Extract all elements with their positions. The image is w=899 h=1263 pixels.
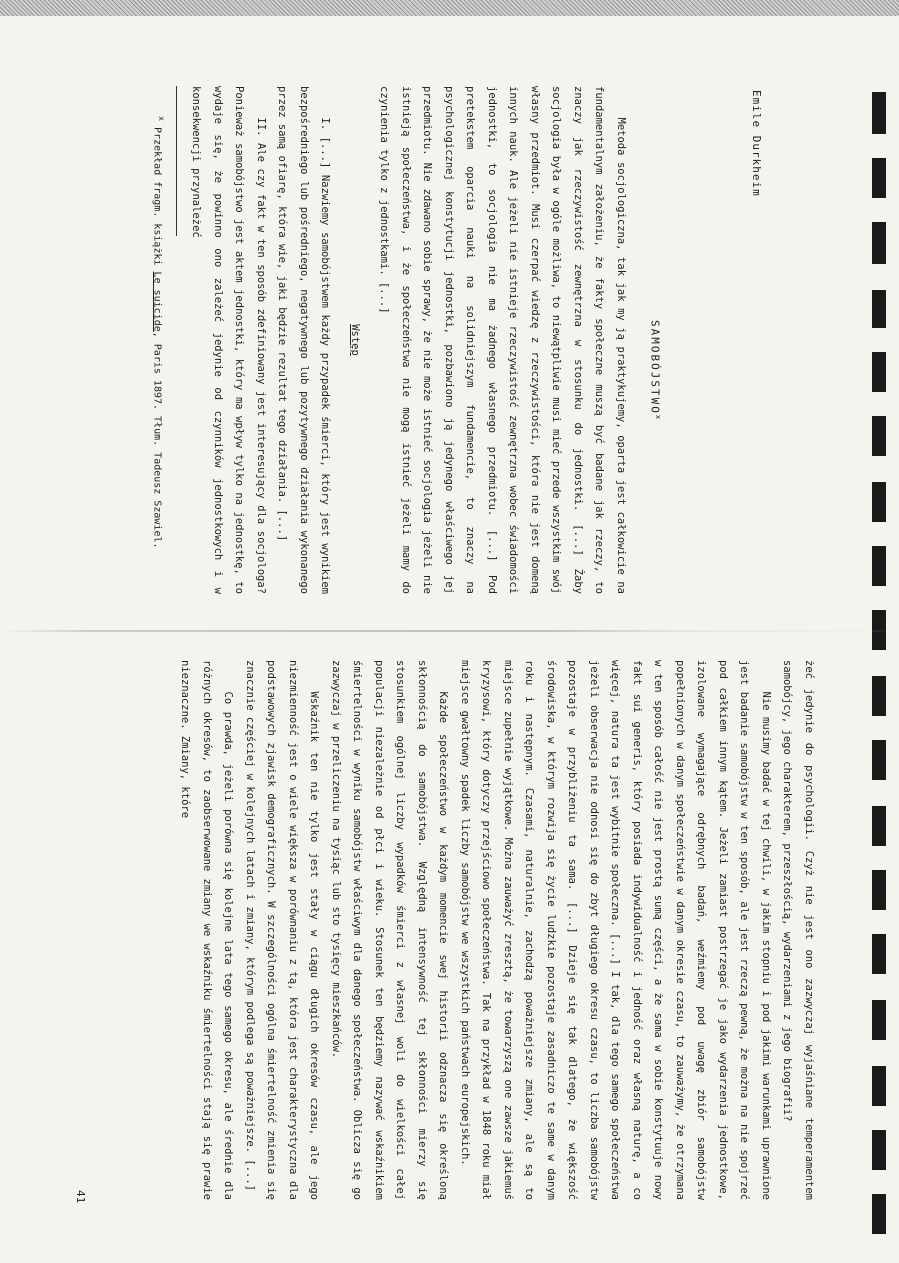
paragraph: II. Ale czy fakt w ten sposób zdefiniowany jest interesujący dla socjologa? Ponieważ samobójstwo jest aktem jednostki, który ma wpływ tylko na jednostkę, to wydaje się, że powinno ono zależeć jedynie od czynników jednostkowych i w konsekwencji przynależeć [190,86,267,594]
paragraph: Metoda socjologiczna, tak jak my ją praktykujemy, oparta jest całkowicie na fundamentalnym założeniu, że fakty społeczne muszą być badane jak rzeczy, to znaczy jak rzeczywistość zewnętrzna w stosunku do jednostki. [...] Żaby socjologia była w ogóle możliwa, to niewątpliwie musi mieć przede wszystkim swój własny przedmiot. Musi czerpać wiedzę z rzeczywistości, która nie jest domeną innych nauk. Ale jeżeli nie istnieje rzeczywistość zewnętrzna wobec świadomości jednostki, to socjologia nie ma żadnego własnego przedmiotu. [...] Pod pretekstem oparcia nauki na solidniejszym fundamencie, to znaczy na psychologicznej konstytucji jednostki, pozbawiono ją jedynego właściwego jej przedmiotu. Nie zdawano sobie sprawy, że nie może istnieć socjologia jeżeli nie istnieją społeczeństwa, i że społeczeństwa nie mogą istnieć jeżeli mamy do czynienia tylko z jednostkami. [...] [378,86,627,594]
paragraph: Nie musimy badać w tej chwili, w jakim stopniu i pod jakimi warunkami uprawnione jest badanie samobójstw w ten sposób, ale jest rzeczą pewną, że można na nie spojrzeć pod całkiem innym kątem. Jeżeli zamiast postrzegać je jako wydarzenia jednostkowe, izolowane wymagające odrębnych badań, weźmiemy pod uwagę zbiór samobójstw popełnionych w danym społeczeństwie w danym okresie czasu, to zauważymy, że otrzymana w ten sposób całość nie jest prostą sumą części, a że sama w sobie konstytuuje nowy fakt sui generis, który posiada indywidualność i jedność oraz własną naturę, a co więcej, natura ta jest wybitnie społeczna. [...] I tak, dla tego samego społeczeństwa jeżeli obserwacja nie odnosi się do zbyt długiego okresu czasu, to liczba samobójstw pozostaje w przybliżeniu ta sama. [...] Dzieje się tak dlatego, że większość środowiska, w którym rozwija się życie ludzkie pozostaje zasadniczo te same w danym roku i następnym. Czasami, naturalnie, zachodzą poważniejsze zmiany, ale są to miejsce zupełnie wyjątkowe. Można zauważyć zresztą, że towarzyszą one zawsze jakiemuś kryzysowi, który dotyczy przejściowo społeczeństwa. Tak na przykład w 1848 roku miał miejsce gwałtowny spadek liczby samobójstw we wszystkich państwach europejskich. [459,660,772,1200]
left-column [149,86,631,594]
paragraph: I. [...] Nazwiemy samobójstwem każdy przypadek śmierci, który jest wynikiem bezpośredniego lub pośredniego, negatywnego lub pozytywnego działania wykonanego przez samą ofiarę, która wie, jaki będzie rezultat tego działania. [...] [276,86,332,594]
footnote-book-title: Le suicide [151,271,163,332]
footnote-text-post: , Paris 1897. Tłum. Tadeusz Szawiel. [151,331,163,549]
footnote [149,86,170,594]
paragraph: Każde społeczeństwo w każdym momencie swej historii odznacza się określoną skłonnością do samobójstwa. Względną intensywność tej skłonności mierzy się stosunkiem ogólnej liczby wypadków śmierci z własnej woli do wielkości całej populacji niezależnie od płci i wieku. Stosunek ten będziemy nazywać wskaźnikiem śmiertelności w wyniku samobójstw właściwym dla danego społeczeństwa. Oblicza się go zazwyczaj w przeliczeniu na tysiąc lub sto tysięcy mieszkańców. [330,660,450,1200]
paragraph: Co prawda, jeżeli porówna się kolejne lata tego samego okresu, ale średnie dla różnych okresów, to zaobserwowane zmiany we wskaźniku śmiertelności stają się prawie nieznaczne. Zmiany, które [179,660,235,1200]
footnote-mark: x [157,116,167,122]
right-column [174,660,819,1200]
author-name: Emile Durkheim [750,90,763,197]
footnote-rule [176,86,177,236]
footnote-text-pre: Przekład fragm. książki [151,127,163,272]
document-title [648,320,662,421]
section-heading: Wstęp [349,324,361,356]
paragraph: żeć jedynie do psychologii. Czyż nie jest ono zazwyczaj wyjaśniane temperamentem samobójcy, jego charakterem, przeszłością, wydarzeniami z jego biografii? [781,660,815,1200]
paragraph: Wskaźnik ten nie tylko jest stały w ciągu długich okresów czasu, ale jego niezmienność jest o wiele większa w porównaniu z tą, która jest charakterystyczna dla podstawowych zjawisk demograficznych. W szczególności ogólna śmiertelność zmienia się znacznie częściej w kolejnych latach i zmiany, którym podlega są poważniejsze. [...] [244,660,321,1200]
title-text: SAMOBÓJSTWO [648,320,662,415]
page-number: 41 [74,1190,87,1204]
title-mark: x [654,414,662,422]
